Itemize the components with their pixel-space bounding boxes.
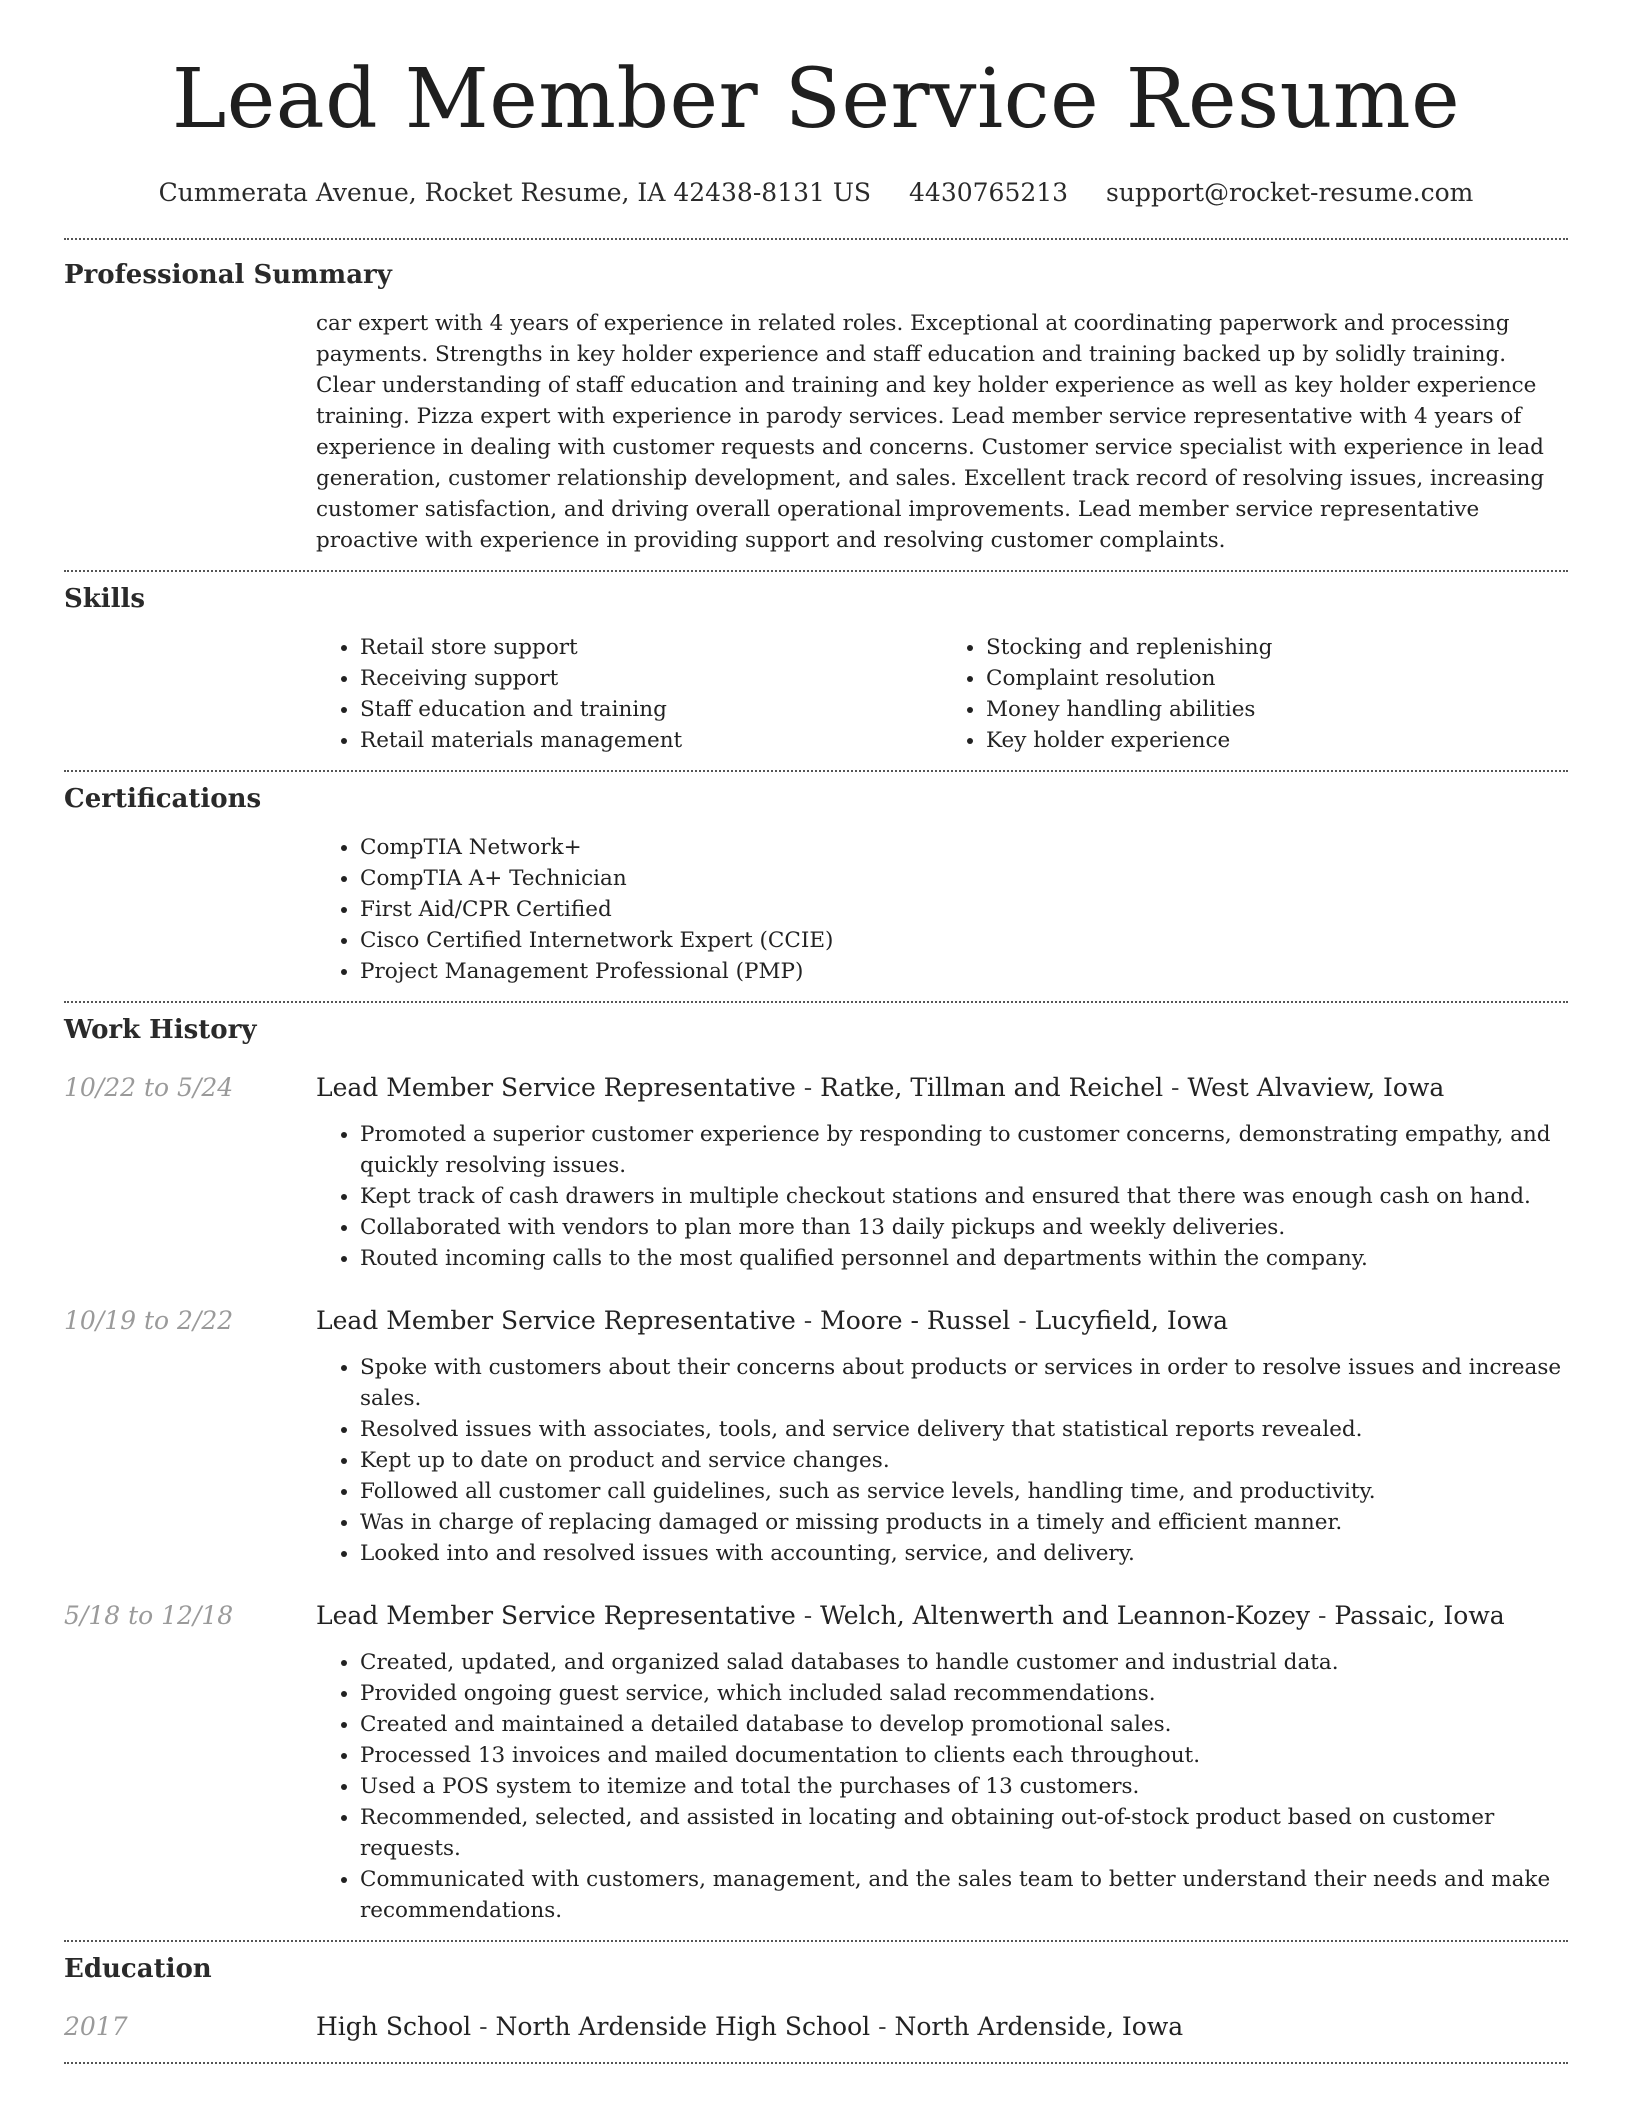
certification-item: • CompTIA A+ Technician (360, 863, 1568, 894)
job-dates: 10/19 to 2/22 (64, 1306, 234, 1335)
certification-item: • CompTIA Network+ (360, 832, 1568, 863)
separator: - (795, 1073, 821, 1102)
education-section (64, 1942, 1568, 2044)
job-bullet: • Resolved issues with associates, tools, and service delivery that statistical reports revealed. (360, 1414, 1568, 1445)
job-heading (316, 1304, 1568, 1338)
certification-item: • Cisco Certified Internetwork Expert (CCIE) (360, 925, 1568, 956)
job-bullets (316, 1647, 1568, 1926)
contact-email: support@rocket-resume.com (1106, 178, 1474, 207)
summary-section (64, 240, 1568, 556)
section-heading: Certifications (64, 784, 262, 814)
job-bullet: • Processed 13 invoices and mailed documentation to clients each throughout. (360, 1740, 1568, 1771)
job-bullet: • Provided ongoing guest service, which included salad recommendations. (360, 1678, 1568, 1709)
job-bullet: • Recommended, selected, and assisted in locating and obtaining out-of-stock product based on customer requests. (360, 1802, 1568, 1864)
section-heading: Professional Summary (64, 260, 392, 290)
job-bullets (316, 1119, 1568, 1274)
job-bullet: • Communicated with customers, management, and the sales team to better understand their needs and make recommendations. (360, 1864, 1568, 1926)
job-heading (316, 1599, 1568, 1633)
skill-item: • Key holder experience (986, 725, 1568, 756)
separator: - (795, 1601, 821, 1630)
certification-item: • First Aid/CPR Certified (360, 894, 1568, 925)
certifications-section (64, 772, 1568, 987)
job-entry (64, 1304, 1568, 1569)
section-heading: Skills (64, 584, 146, 614)
job-title: Lead Member Service Representative (316, 1073, 796, 1102)
job-bullet: • Promoted a superior customer experience by responding to customer concerns, demonstrating empathy, and quickly resolving issues. (360, 1119, 1568, 1181)
separator: - (1310, 1601, 1335, 1630)
job-bullet: • Routed incoming calls to the most qualified personnel and departments within the company. (360, 1243, 1568, 1274)
job-dates: 5/18 to 12/18 (64, 1601, 234, 1630)
job-bullet: • Looked into and resolved issues with accounting, service, and delivery. (360, 1538, 1568, 1569)
skill-item: • Retail materials management (360, 725, 942, 756)
job-company: Moore - Russel (820, 1306, 1011, 1335)
job-bullets (316, 1352, 1568, 1569)
job-bullet: • Spoke with customers about their concerns about products or services in order to resolve issues and increase sales. (360, 1352, 1568, 1414)
job-bullet: • Kept track of cash drawers in multiple checkout stations and ensured that there was enough cash on hand. (360, 1181, 1568, 1212)
skills-list-right (942, 632, 1568, 756)
job-location: Lucyfield, Iowa (1034, 1306, 1229, 1335)
skill-item: • Receiving support (360, 663, 942, 694)
job-bullet: • Was in charge of replacing damaged or missing products in a timely and efficient manner. (360, 1507, 1568, 1538)
contact-address: Cummerata Avenue, Rocket Resume, IA 42438-8131 US (158, 178, 872, 207)
skill-item: • Staff education and training (360, 694, 942, 725)
job-title: Lead Member Service Representative (316, 1601, 796, 1630)
certifications-list (316, 832, 1568, 987)
separator: - (795, 1306, 821, 1335)
skill-item: • Retail store support (360, 632, 942, 663)
job-bullet: • Created and maintained a detailed database to develop promotional sales. (360, 1709, 1568, 1740)
separator: - (1163, 1073, 1188, 1102)
job-bullet: • Collaborated with vendors to plan more than 13 daily pickups and weekly deliveries. (360, 1212, 1568, 1243)
contact-line (64, 176, 1568, 210)
job-entry (64, 1071, 1568, 1274)
job-heading (316, 1071, 1568, 1105)
job-dates: 10/22 to 5/24 (64, 1073, 234, 1102)
job-title: Lead Member Service Representative (316, 1306, 796, 1335)
education-location: North Ardenside, Iowa (894, 2012, 1184, 2041)
job-location: Passaic, Iowa (1334, 1601, 1505, 1630)
education-degree: High School (316, 2012, 472, 2041)
job-bullet: • Used a POS system to itemize and total the purchases of 13 customers. (360, 1771, 1568, 1802)
skills-section (64, 572, 1568, 756)
section-heading: Work History (64, 1015, 257, 1045)
skills-list-left (316, 632, 942, 756)
job-company: Welch, Altenwerth and Leannon-Kozey (820, 1601, 1311, 1630)
certification-item: • Project Management Professional (PMP) (360, 956, 1568, 987)
skill-item: • Complaint resolution (986, 663, 1568, 694)
summary-text: car expert with 4 years of experience in related roles. Exceptional at coordinating paperwork and processing payments. Strengths in key holder experience and staff education and training backed up by solidly training. Clear understanding of staff education and training and key holder experience as well as key holder experience training. Pizza expert with experience in parody services. Lead member service representative with 4 years of experience in dealing with customer requests and concerns. Customer service specialist with experience in lead generation, customer relationship development, and sales. Excellent track record of resolving issues, increasing customer satisfaction, and driving overall operational improvements. Lead member service representative proactive with experience in providing support and resolving customer complaints. (316, 311, 1545, 553)
education-school: North Ardenside High School (495, 2012, 871, 2041)
education-year: 2017 (64, 2012, 128, 2041)
job-bullet: • Kept up to date on product and service changes. (360, 1445, 1568, 1476)
job-entry (64, 1599, 1568, 1926)
resume-title: Lead Member Service Resume (171, 52, 1461, 147)
separator: - (870, 2012, 895, 2041)
separator: - (1010, 1306, 1035, 1335)
work-history-section (64, 1003, 1568, 1926)
job-bullet: • Created, updated, and organized salad databases to handle customer and industrial data. (360, 1647, 1568, 1678)
section-heading: Education (64, 1954, 212, 1984)
skill-item: • Money handling abilities (986, 694, 1568, 725)
education-heading (316, 2010, 1568, 2044)
job-company: Ratke, Tillman and Reichel (820, 1073, 1164, 1102)
separator: - (471, 2012, 496, 2041)
contact-phone: 4430765213 (909, 178, 1069, 207)
job-bullet: • Followed all customer call guidelines, such as service levels, handling time, and productivity. (360, 1476, 1568, 1507)
divider (64, 2062, 1568, 2064)
skill-item: • Stocking and replenishing (986, 632, 1568, 663)
job-location: West Alvaview, Iowa (1187, 1073, 1445, 1102)
